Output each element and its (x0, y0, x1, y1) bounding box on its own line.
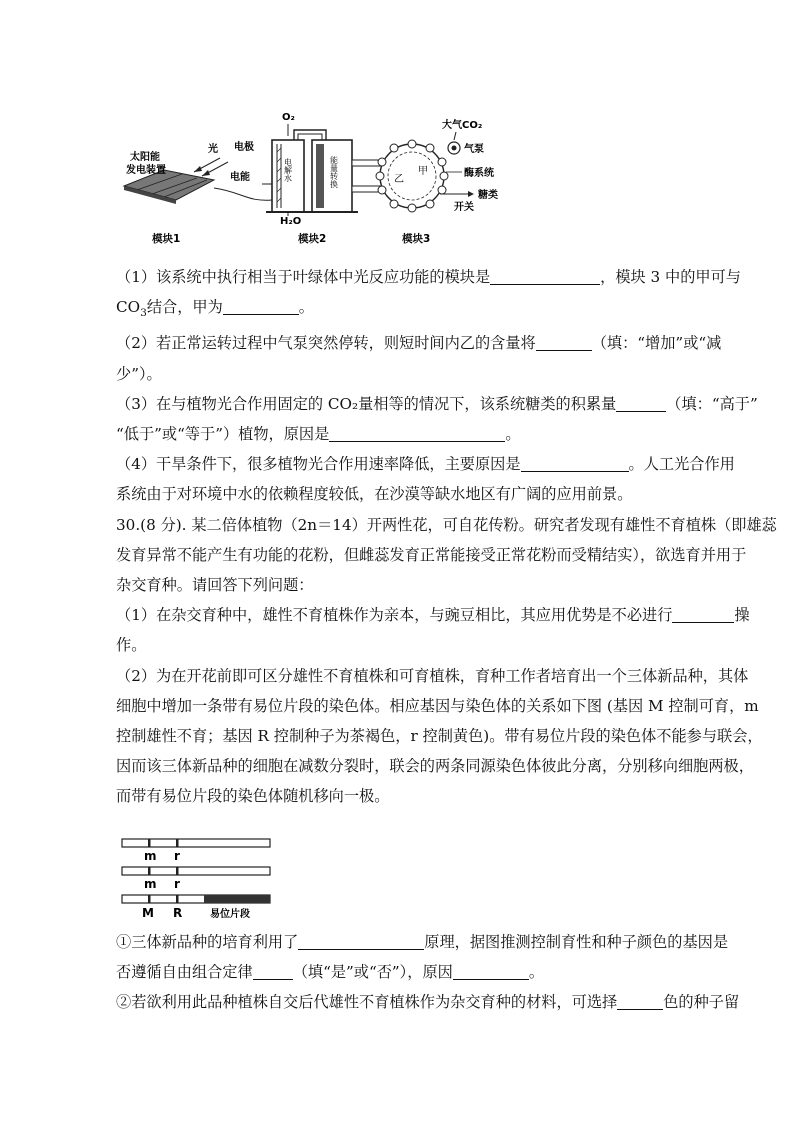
enzyme-reactor-icon (376, 140, 448, 212)
electrolyzed-water-label: 电解水 (283, 158, 293, 182)
gene-m-top: m (144, 849, 157, 863)
atmos-co2-label: 大气CO₂ (442, 120, 483, 131)
q4-line1: （4）干旱条件下，很多植物光合作用速率降低，主要原因是 。人工光合作用 (116, 455, 735, 474)
chromosome-diagram (118, 833, 278, 923)
chromosome-2 (122, 867, 270, 875)
q30-line2: 发育异常不能产生有功能的花粉，但雌蕊发育正常能接受正常花粉而受精结实），欲选育并用于 (116, 545, 747, 564)
q30-2-line4: 因而该三体新品种的细胞在减数分裂时，联会的两条同源染色体彼此分离，分别移向细胞两极， (116, 757, 754, 776)
gene-r-mid: r (174, 877, 180, 891)
answer-blank[interactable] (521, 455, 629, 472)
q30-2a-line2: 否遵循自由组合定律 （填“是”或“否”），原因 。 (116, 963, 545, 982)
q1-line1: （1）该系统中执行相当于叶绿体中光反应功能的模块是 ，模块 3 中的甲可与 (116, 268, 741, 286)
gene-R-bottom: R (173, 906, 183, 920)
q1-line2: $CO_3$结合，甲为 。 (116, 298, 314, 320)
answer-blank[interactable] (298, 933, 424, 950)
q30-2-line5: 而带有易位片段的染色体随机移向一极。 (116, 787, 390, 806)
q30-line3: 杂交育种。请回答下列问题： (116, 576, 314, 595)
q2-line1: （2）若正常运转过程中气泵突然停转，则短时间内乙的含量将 （填：“增加”或“减 (116, 334, 722, 353)
air-pump-label: 气泵 (464, 144, 484, 155)
answer-blank[interactable] (672, 606, 734, 623)
answer-blank[interactable] (223, 298, 299, 315)
q3-line1: （3）在与植物光合作用固定的 CO₂量相等的情况下，该系统糖类的积累量 （填：“高于” (116, 394, 758, 413)
answer-blank[interactable] (253, 963, 293, 980)
q3-line2: “低于”或“等于”）植物，原因是 。 (116, 425, 521, 444)
module2-label: 模块2 (298, 233, 327, 245)
electrode-label: 电极 (234, 142, 254, 153)
energy-conversion-label: 能量转换 (329, 156, 339, 188)
o2-label: O₂ (282, 112, 295, 123)
question-text-2 (116, 927, 740, 1018)
solar-label-2: 发电装置 (126, 165, 166, 176)
q30-1-line2: 作。 (116, 636, 147, 655)
module3-label: 模块3 (402, 233, 431, 245)
translocation-chromosome (122, 895, 270, 903)
answer-blank[interactable] (536, 334, 592, 351)
answer-blank[interactable] (616, 395, 666, 412)
answer-blank[interactable] (490, 268, 600, 285)
question-text (116, 262, 777, 812)
gene-r-top: r (174, 849, 180, 863)
chromosome-1 (122, 839, 270, 847)
solar-label-1: 太阳能 (130, 152, 160, 163)
q30-2b-line1: ②若欲利用此品种植株自交后代雄性不育植株作为杂交育种的材料，可选择 色的种子留 (116, 993, 740, 1012)
gene-M-bottom: M (142, 906, 154, 920)
q30-2-line1: （2）为在开花前即可区分雄性不育植株和可育植株，育种工作者培育出一个三体新品种，其体 (116, 666, 749, 685)
jia-label: 甲 (418, 166, 428, 177)
answer-blank[interactable] (453, 963, 529, 980)
yi-label: 乙 (394, 174, 404, 185)
q30-2a-line1: ①三体新品种的培育利用了 原理，据图推测控制育性和种子颜色的基因是 (116, 933, 728, 951)
answer-blank[interactable] (617, 993, 663, 1010)
module1-label: 模块1 (152, 233, 181, 245)
translocation-label: 易位片段 (210, 909, 250, 920)
switch-label: 开关 (454, 202, 474, 213)
light-label: 光 (208, 144, 218, 155)
q30-1-line1: （1）在杂交育种中，雄性不育植株作为亲本，与豌豆相比，其应用优势是不必进行 操 (116, 606, 750, 625)
electricity-label: 电能 (230, 172, 250, 183)
sugar-label: 糖类 (478, 190, 498, 201)
q30-2-line3: 控制雄性不育；基因 R 控制种子为茶褐色，r 控制黄色)。带有易位片段的染色体不能参与联会， (116, 727, 763, 746)
h2o-label: H₂O (280, 216, 302, 227)
q4-line2: 系统由于对环境中水的依赖程度较低，在沙漠等缺水地区有广阔的应用前景。 (116, 485, 633, 504)
artificial-photosynthesis-diagram (112, 108, 522, 248)
answer-blank[interactable] (329, 425, 505, 442)
q30-2-line2: 细胞中增加一条带有易位片段的染色体。相应基因与染色体的关系如下图 (基因 M 控制可育，m (116, 696, 759, 715)
enzyme-system-label: 酶系统 (464, 168, 494, 179)
gene-m-mid: m (144, 877, 157, 891)
q30-line1: 30.(8 分). 某二倍体植物（2n＝14）开两性花，可自花传粉。研究者发现有雄性不育植株（即雄蕊 (116, 515, 777, 534)
q2-line2: 少”）。 (116, 364, 162, 383)
